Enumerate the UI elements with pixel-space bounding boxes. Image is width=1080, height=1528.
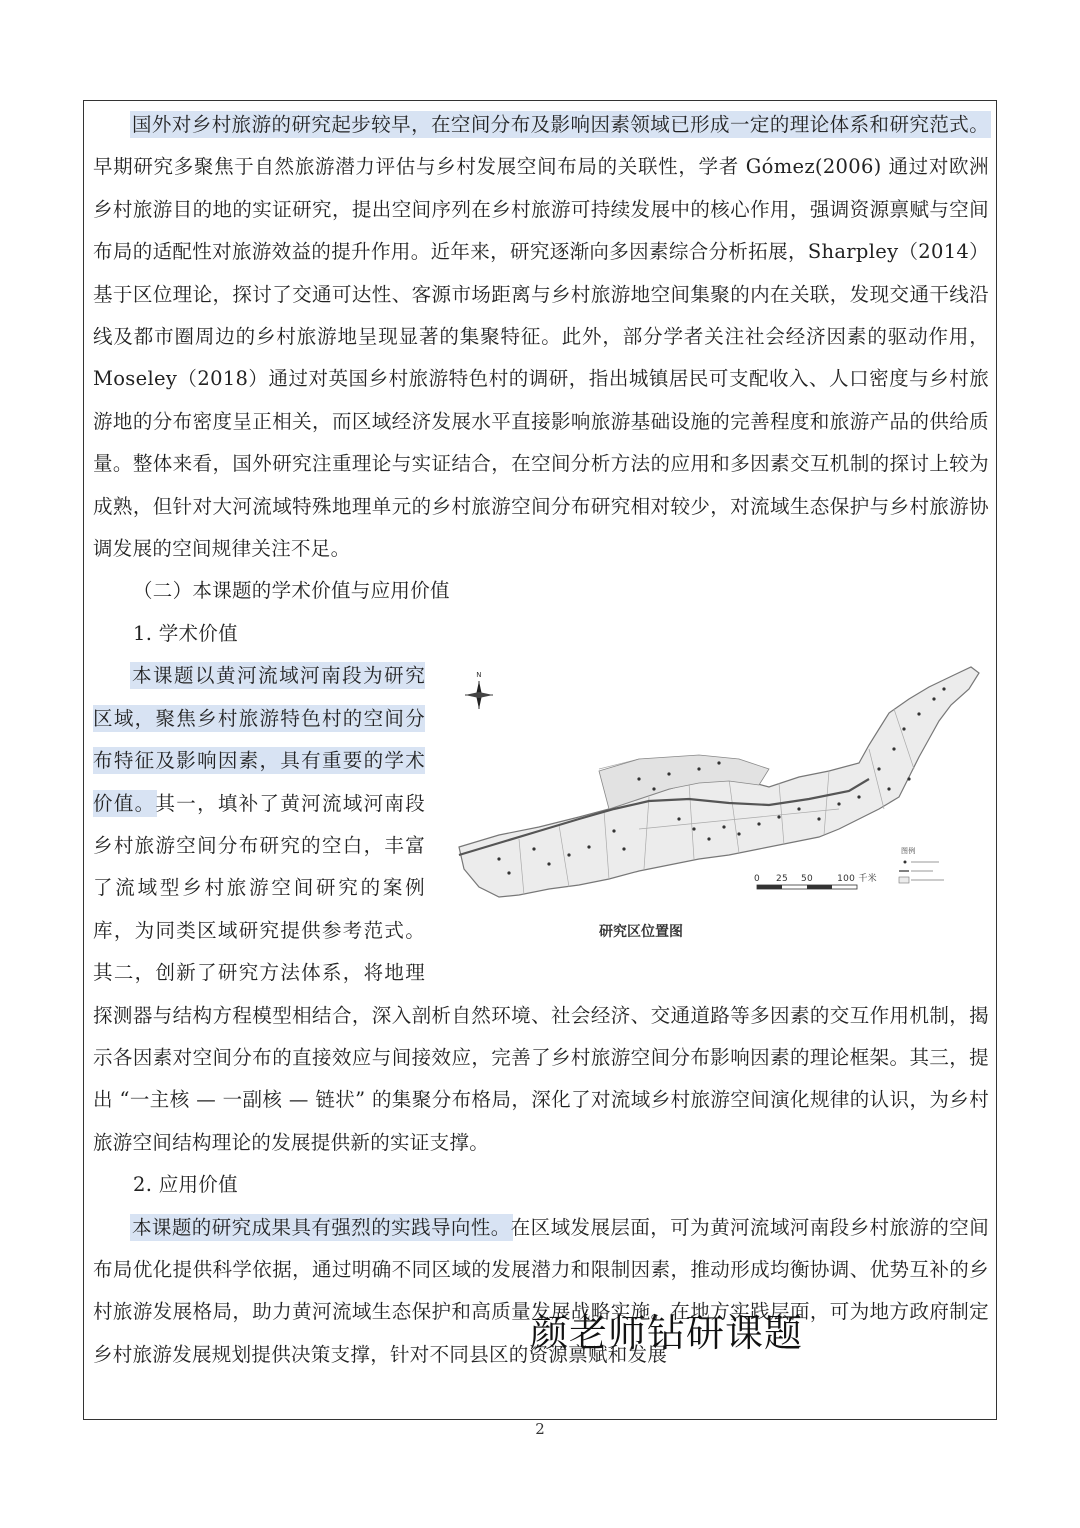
- scale-label: 25: [775, 874, 789, 885]
- document-body: [93, 104, 989, 1376]
- watermark-text: 颜老师钻研课题: [530, 1311, 804, 1355]
- legend-title: 图例: [901, 847, 916, 856]
- subsection-heading-application: 2. 应用价值: [133, 1173, 238, 1197]
- scale-bar: [754, 872, 877, 889]
- study-area-map-figure: [439, 659, 989, 949]
- highlighted-sentence: 本课题以黄河流域河南段为研究区域，聚焦乡村旅游特色村的空间分布特征及影响因素，具有重要的学术价值。: [93, 664, 425, 815]
- map-legend: [899, 846, 944, 883]
- subsection-heading-academic: 1. 学术价值: [133, 621, 238, 645]
- paragraph-text: 早期研究多聚焦于自然旅游潜力评估与乡村发展空间布局的关联性，学者 Gómez(2006) 通过对欧洲乡村旅游目的地的实证研究，提出空间序列在乡村旅游可持续发展中的核心作用，强调资源禀赋与空间布局的适配性对旅游效益的提升作用。近年来，研究逐渐向多因素综合分析拓展，Sharpley（2014）基于区位理论，探讨了交通可达性、客源市场距离与乡村旅游地空间集聚的内在关联，发现交通干线沿线及都市圈周边的乡村旅游地呈现显著的集聚特征。此外，部分学者关注社会经济因素的驱动作用，Moseley（2018）通过对英国乡村旅游特色村的调研，指出城镇居民可支配收入、人口密度与乡村旅游地的分布密度呈正相关，而区域经济发展水平直接影响旅游基础设施的完善程度和旅游产品的供给质量。整体来看，国外研究注重理论与实证结合，在空间分析方法的应用和多因素交互机制的探讨上较为成熟，但针对大河流域特殊地理单元的乡村旅游空间分布研究相对较少，对流域生态保护与乡村旅游协调发展的空间规律关注不足。: [93, 155, 989, 561]
- scale-label: 100 千米: [837, 874, 877, 885]
- scale-label: 0: [753, 874, 761, 885]
- paragraph-foreign-research: [93, 104, 989, 570]
- figure-caption: 研究区位置图: [599, 924, 683, 941]
- section-heading: （二）本课题的学术价值与应用价值: [133, 579, 450, 603]
- paragraph-text: 在区域发展层面，可为黄河流域河南段乡村旅游的空间布局优化提供科学依据，通过明确不同区域的发展潜力和限制因素，推动形成均衡协调、优势互补的乡村旅游发展格局，助力黄河流域生态保护和高质量发展战略实施。在地方实践层面，可为地方政府制定乡村旅游发展规划提供决策支撑，针对不同县区的资源禀赋和发展: [93, 1215, 989, 1366]
- highlighted-sentence: 本课题的研究成果具有强烈的实践导向性。: [132, 1215, 511, 1239]
- paragraph-text: 其一，填补了黄河流域河南段乡村旅游空间分布研究的空白，丰富了流域型乡村旅游空间研究的案例库，为同类区域研究提供参考范式。其二，创新了研究方法体系，将地理探测器与结构方程模型相结合，深入剖析自然环境、社会经济、交通道路等多因素的交互作用机制，揭示各因素对空间分布的直接效应与间接效应，完善了乡村旅游空间分布影响因素的理论框架。其三，提出 “一主核 — 一副核 — 链状” 的集聚分布格局，深化了对流域乡村旅游空间演化规律的认识，为乡村旅游空间结构理论的发展提供新的实证支撑。: [93, 791, 989, 1154]
- page-number: 2: [535, 1420, 545, 1438]
- study-area-map: [439, 659, 989, 949]
- scale-label: 50: [800, 874, 814, 885]
- highlighted-sentence: 国外对乡村旅游的研究起步较早，在空间分布及影响因素领域已形成一定的理论体系和研究范式。: [132, 113, 989, 136]
- north-label: N: [476, 671, 482, 680]
- north-arrow-icon: [465, 671, 493, 709]
